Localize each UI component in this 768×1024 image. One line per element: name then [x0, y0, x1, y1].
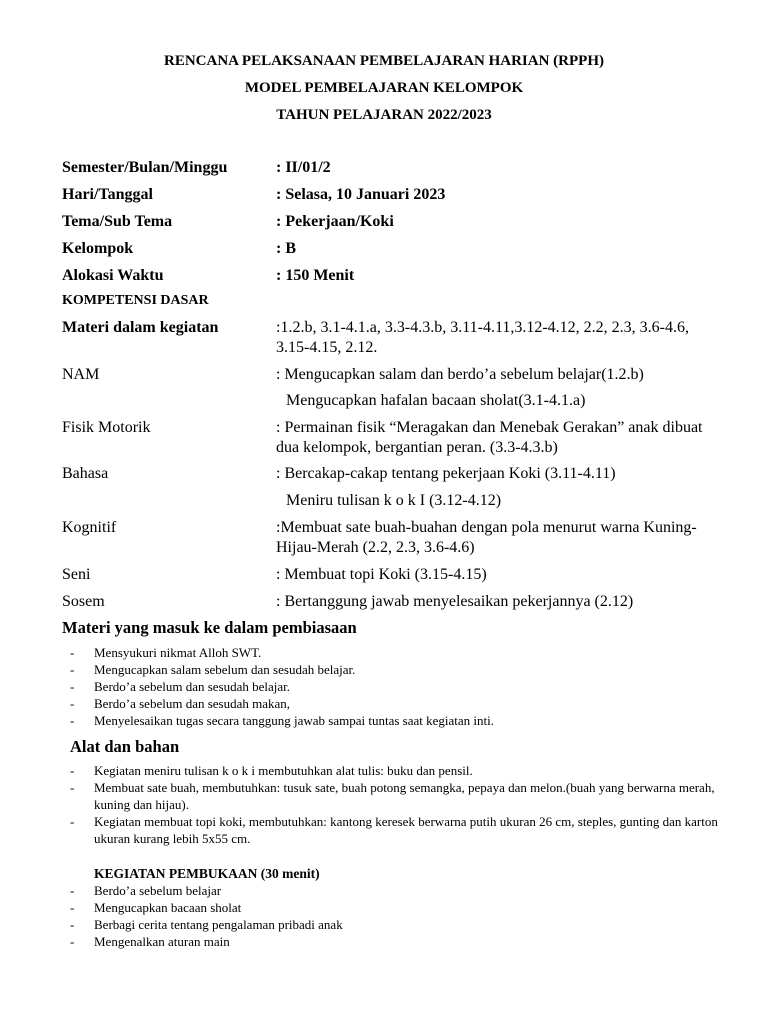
materi-label: Sosem: [62, 593, 105, 610]
list-item: [62, 695, 732, 712]
list-dash: -: [70, 900, 75, 915]
materi-value: : Mengucapkan salam dan berdo’a sebelum belajar(1.2.b): [276, 366, 644, 383]
list-dash: -: [70, 713, 75, 728]
materi-value: : Bertanggung jawab menyelesaikan pekerjannya (2.12): [276, 593, 634, 610]
list-dash: -: [70, 763, 75, 778]
info-value: : Pekerjaan/Koki: [276, 213, 394, 230]
list-dash: -: [70, 662, 75, 677]
list-item: [62, 882, 732, 899]
list-dash: -: [70, 696, 75, 711]
materi-value: :1.2.b, 3.1-4.1.a, 3.3-4.3.b, 3.11-4.11,3.12-4.12, 2.2, 2.3, 3.6-4.6, 3.15-4.15, 2.12.: [276, 319, 689, 356]
list-dash: -: [70, 645, 75, 660]
list-item: [62, 933, 732, 950]
list-dash: -: [70, 814, 75, 829]
materi-value: : Membuat topi Koki (3.15-4.15): [276, 566, 487, 583]
list-item-text: Berdo’a sebelum dan sesudah belajar.: [94, 679, 291, 694]
alat-bahan-list: [62, 762, 732, 847]
list-item: [62, 779, 732, 813]
list-dash: -: [70, 883, 75, 898]
materi-label: Fisik Motorik: [62, 419, 151, 436]
materi-value: : Bercakap-cakap tentang pekerjaan Koki (3.11-4.11): [276, 465, 616, 482]
list-item: [62, 762, 732, 779]
info-label: Hari/Tanggal: [62, 186, 153, 203]
list-dash: -: [70, 917, 75, 932]
list-dash: -: [70, 679, 75, 694]
info-value: : 150 Menit: [276, 267, 355, 284]
info-value: : Selasa, 10 Januari 2023: [276, 186, 446, 203]
materi-label: Materi dalam kegiatan: [62, 319, 219, 336]
alat-bahan-heading: Alat dan bahan: [70, 737, 180, 756]
academic-year: TAHUN PELAJARAN 2022/2023: [276, 107, 492, 123]
list-item: [62, 813, 732, 847]
document-title: RENCANA PELAKSANAAN PEMBELAJARAN HARIAN (RPPH): [163, 53, 604, 69]
pembukaan-heading: KEGIATAN PEMBUKAAN (30 menit): [94, 866, 320, 881]
list-dash: -: [70, 934, 75, 949]
info-label: Kelompok: [62, 240, 134, 257]
list-item: [62, 644, 732, 661]
materi-label: NAM: [62, 366, 100, 383]
list-item-text: Menyelesaikan tugas secara tanggung jawab sampai tuntas saat kegiatan inti.: [94, 713, 494, 728]
pembiasaan-list: [62, 644, 732, 729]
info-label: Alokasi Waktu: [62, 267, 164, 284]
list-item-text: Berdo’a sebelum dan sesudah makan,: [94, 696, 291, 711]
list-item: [62, 899, 732, 916]
materi-label: Kognitif: [62, 519, 117, 536]
list-item: [62, 916, 732, 933]
materi-value: : Permainan fisik “Meragakan dan Menebak Gerakan” anak dibuat dua kelompok, bergantian peran. (3.3-4.3.b): [276, 419, 703, 456]
materi-label: Seni: [62, 566, 91, 583]
materi-value: :Membuat sate buah-buahan dengan pola menurut warna Kuning-Hijau-Merah (2.2, 2.3, 3.6-4.6): [276, 519, 697, 556]
info-value: : II/01/2: [276, 159, 331, 176]
list-item-text: Berdo’a sebelum belajar: [94, 883, 222, 898]
pembiasaan-heading: Materi yang masuk ke dalam pembiasaan: [62, 618, 357, 637]
materi-bahasa-continuation: Meniru tulisan k o k I (3.12-4.12): [286, 492, 502, 509]
kompetensi-heading: KOMPETENSI DASAR: [62, 293, 209, 308]
list-dash: -: [70, 780, 75, 795]
info-value: : B: [276, 240, 296, 257]
info-label: Tema/Sub Tema: [62, 213, 173, 230]
list-item: [62, 661, 732, 678]
list-item-text: Mengucapkan bacaan sholat: [94, 900, 242, 915]
list-item-text: Membuat sate buah, membutuhkan: tusuk sate, buah potong semangka, pepaya dan melon.(buah yang berwarna merah, kuning dan hijau).: [94, 780, 715, 812]
materi-label: Bahasa: [62, 465, 109, 482]
list-item-text: Berbagi cerita tentang pengalaman pribadi anak: [94, 917, 343, 932]
list-item: [62, 712, 732, 729]
document-subtitle: MODEL PEMBELAJARAN KELOMPOK: [244, 80, 524, 96]
info-label: Semester/Bulan/Minggu: [62, 159, 228, 176]
list-item-text: Mengucapkan salam sebelum dan sesudah belajar.: [94, 662, 356, 677]
list-item-text: Kegiatan meniru tulisan k o k i membutuhkan alat tulis: buku dan pensil.: [94, 763, 473, 778]
list-item-text: Kegiatan membuat topi koki, membutuhkan: kantong keresek berwarna putih ukuran 26 cm, steples, gunting dan karton ukuran kurang lebih 5x55 cm.: [94, 814, 718, 846]
list-item-text: Mensyukuri nikmat Alloh SWT.: [94, 645, 262, 660]
pembukaan-list: [62, 882, 732, 950]
list-item-text: Mengenalkan aturan main: [94, 934, 230, 949]
materi-nam-continuation: Mengucapkan hafalan bacaan sholat(3.1-4.1.a): [286, 392, 586, 409]
list-item: [62, 678, 732, 695]
